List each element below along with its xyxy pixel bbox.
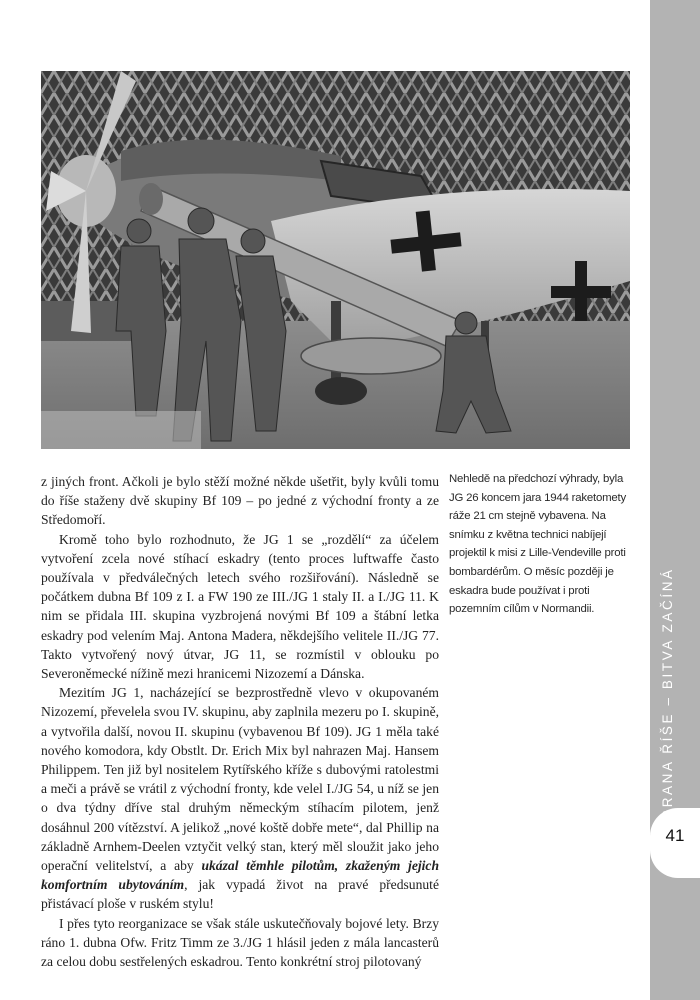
paragraph-4: I přes tyto reorganizace se však stále uskutečňovaly bojové lety. Brzy ráno 1. dubna Ofw. Fritz Timm ze 3./JG 1 hlásil jeden z mála lancasterů za celou dobu sestřelených eskadrou. Tento konkrétní stroj pilotovaný: [41, 915, 439, 970]
archive-photo: [41, 71, 630, 449]
section-title-text: OBRANA ŘÍŠE – BITVA ZAČÍNÁ: [660, 567, 675, 832]
paragraph-1: z jiných front. Ačkoli je bylo stěží možné někde ušetřit, byly kvůli tomu do říše staženy dvě skupiny Bf 109 – po jedné z východní fronty a ze Středomoří.: [41, 474, 439, 528]
paragraph-3-emphasis: ukázal těmhle pilotům, zkaženým jejich komfortním ubytováním: [41, 858, 439, 893]
paragraph-3: [41, 683, 439, 913]
side-tab: [650, 0, 700, 1000]
paragraph-2: Kromě toho bylo rozhodnuto, že JG 1 se „rozdělí“ za účelem vytvoření zcela nové stíhací eskadry (tento proces luftwaffe často používala v předválečných letech svého rozšiřování). Následně se počátkem dubna Bf 109 z I. a FW 190 ze III./JG 1 staly II. a I./JG 11. K nim se přidala III. skupina vyzbrojená novými Bf 109 a štábní letka eskadry pod velením Maj. Antona Madera, někdejšího velitele II./JG 77. Takto vytvořený nový útvar, JG 11, se rozmístil v oblouku po Severoněmecké nížině mezi hranicemi Nizozemí a Dánska.: [41, 531, 439, 682]
article-body: [41, 472, 439, 971]
photo-aircraft-icon: [41, 71, 630, 449]
page-number: 41: [665, 826, 685, 845]
photo-caption: Nehledě na předchozí výhrady, byla JG 26 koncem jara 1944 raketomety ráže 21 cm stejně vybavena. Na snímku z května technici nabíjejí projektil k misi z Lille-Vendeville proti bombardérům. O měsíc později je eskadra bude používat i proti pozemním cílům v Normandii.: [449, 473, 627, 616]
paragraph-3-end: , jak vypadá život na pravé předsunuté přistávací ploše v ruském stylu!: [41, 877, 439, 912]
paragraph-3-start: Mezitím JG 1, nacházející se bezprostředně vlevo v okupovaném Nizozemí, převelela svou IV. skupinu, aby zaplnila mezeru po I. skupině, a vytvořila další, novou II. skupinu (vybavenou Bf 109). JG 1 měla také nového komodora, kdy Obstlt. Dr. Erich Mix byl nahrazen Maj. Hansem Philippem. Ten již byl nositelem Rytířského kříže s dubovými ratolestmi a meči a právě se vrátil z východní fronty, kde velel I./JG 54, u níž se jen o dva týdny dříve stal druhým německým stíhacím pilotem, jenž dosáhnul 200 vítězství. A jelikož „nové koště dobře mete“, dal Phillip na základně Arnhem-Deelen vztyčit velký stan, který měl sloužit jako jeho operační velitelství, a aby: [41, 685, 440, 874]
